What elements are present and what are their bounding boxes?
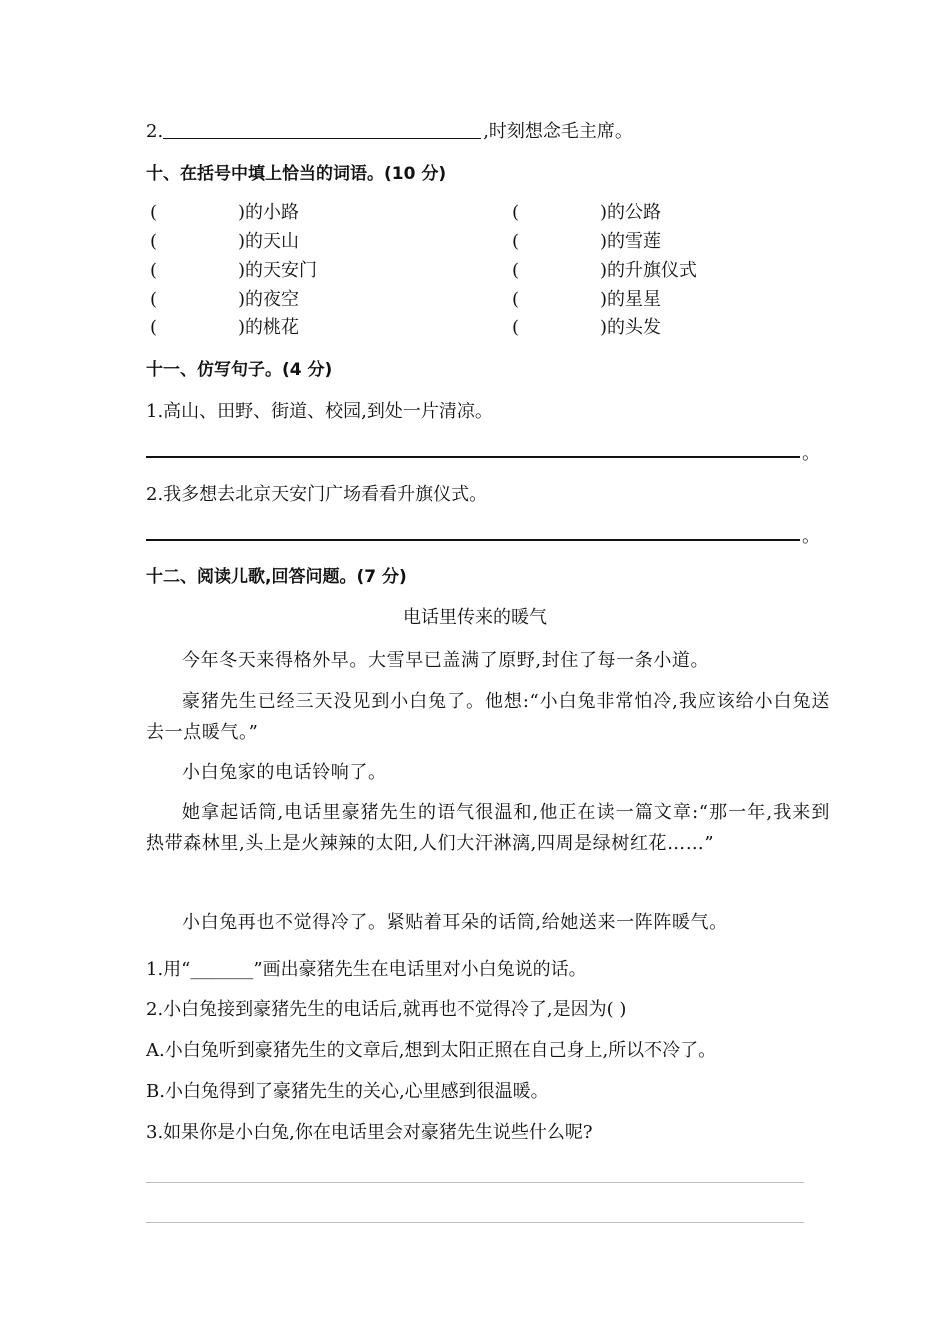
passage-title: 电话里传来的暖气: [403, 607, 547, 628]
fill-row-right-3[interactable]: [512, 257, 697, 285]
fill-row-left-4[interactable]: [150, 286, 299, 314]
open-paren: (: [512, 260, 520, 281]
answer-line-1[interactable]: [146, 456, 800, 458]
writing-line-1[interactable]: [146, 1182, 804, 1183]
open-paren: (: [512, 231, 520, 252]
passage-paragraph-2: 豪猪先生已经三天没见到小白兔了。他想:“小白兔非常怕冷,我应该给小白兔送去一点暖气。”: [146, 691, 830, 743]
close-paren: ): [238, 202, 246, 223]
close-paren: ): [600, 231, 608, 252]
fill-phrase: 的夜空: [245, 289, 300, 310]
close-paren: ): [600, 289, 608, 310]
fill-row-right-5[interactable]: [512, 314, 661, 342]
q9-item-2-number: 2.: [146, 121, 164, 142]
reading-question-2: 2.小白兔接到豪猪先生的电话后,就再也不觉得冷了,是因为( ): [146, 999, 627, 1020]
close-paren: ): [238, 231, 246, 252]
answer-line-2[interactable]: [146, 539, 800, 541]
fill-phrase: 的桃花: [245, 317, 300, 338]
fill-phrase: 的小路: [245, 202, 300, 223]
open-paren: (: [150, 231, 158, 252]
open-paren: (: [512, 317, 520, 338]
passage-paragraph-5: 小白兔再也不觉得冷了。紧贴着耳朵的话筒,给她送来一阵阵暖气。: [182, 912, 728, 933]
fill-phrase: 的雪莲: [607, 231, 662, 252]
open-paren: (: [512, 289, 520, 310]
fill-row-left-3[interactable]: [150, 257, 317, 285]
reading-option-b[interactable]: B.小白兔得到了豪猪先生的关心,心里感到很温暖。: [146, 1081, 549, 1102]
fill-row-left-1[interactable]: [150, 199, 299, 227]
passage-paragraph-3: 小白兔家的电话铃响了。: [182, 762, 387, 783]
open-paren: (: [150, 202, 158, 223]
fill-phrase: 的升旗仪式: [607, 260, 698, 281]
q9-item-2-suffix: ,时刻想念毛主席。: [483, 121, 633, 142]
fill-row-right-1[interactable]: [512, 199, 661, 227]
fill-phrase: 的公路: [607, 202, 662, 223]
reading-option-a[interactable]: A.小白兔听到豪猪先生的文章后,想到太阳正照在自己身上,所以不冷了。: [146, 1040, 717, 1061]
fill-phrase: 的天山: [245, 231, 300, 252]
fill-phrase: 的天安门: [245, 260, 318, 281]
close-paren: ): [600, 260, 608, 281]
close-paren: ): [238, 289, 246, 310]
close-paren: ): [238, 317, 246, 338]
fill-row-right-2[interactable]: [512, 228, 661, 256]
passage-paragraph-4: 她拿起话筒,电话里豪猪先生的语气很温和,他正在读一篇文章:“那一年,我来到热带森林里,头上是火辣辣的太阳,人们大汗淋漓,四周是绿树红花……”: [146, 802, 830, 854]
open-paren: (: [512, 202, 520, 223]
reading-question-3: 3.如果你是小白兔,你在电话里会对豪猪先生说些什么呢?: [146, 1122, 593, 1143]
q9-item-2-blank[interactable]: [163, 118, 481, 139]
writing-line-2[interactable]: [146, 1222, 804, 1223]
fill-phrase: 的星星: [607, 289, 662, 310]
close-paren: ): [600, 202, 608, 223]
close-paren: ): [238, 260, 246, 281]
imitate-sentence-1: 1.高山、田野、街道、校园,到处一片清凉。: [146, 401, 493, 422]
imitate-sentence-2: 2.我多想去北京天安门广场看看升旗仪式。: [146, 484, 488, 505]
fill-row-left-5[interactable]: [150, 314, 299, 342]
section-10-heading: 十、在括号中填上恰当的词语。(10 分): [146, 164, 447, 184]
answer-line-2-period: 。: [802, 526, 820, 547]
fill-row-left-2[interactable]: [150, 228, 299, 256]
reading-question-1: 1.用“_______”画出豪猪先生在电话里对小白兔说的话。: [146, 959, 587, 980]
open-paren: (: [150, 317, 158, 338]
answer-line-1-period: 。: [802, 443, 820, 464]
close-paren: ): [600, 317, 608, 338]
q9-item-2: [146, 118, 633, 146]
open-paren: (: [150, 289, 158, 310]
section-11-heading: 十一、仿写句子。(4 分): [146, 360, 333, 380]
fill-row-right-4[interactable]: [512, 286, 661, 314]
passage-paragraph-1: 今年冬天来得格外早。大雪早已盖满了原野,封住了每一条小道。: [182, 650, 710, 671]
open-paren: (: [150, 260, 158, 281]
section-12-heading: 十二、阅读儿歌,回答问题。(7 分): [146, 567, 407, 587]
fill-phrase: 的头发: [607, 317, 662, 338]
